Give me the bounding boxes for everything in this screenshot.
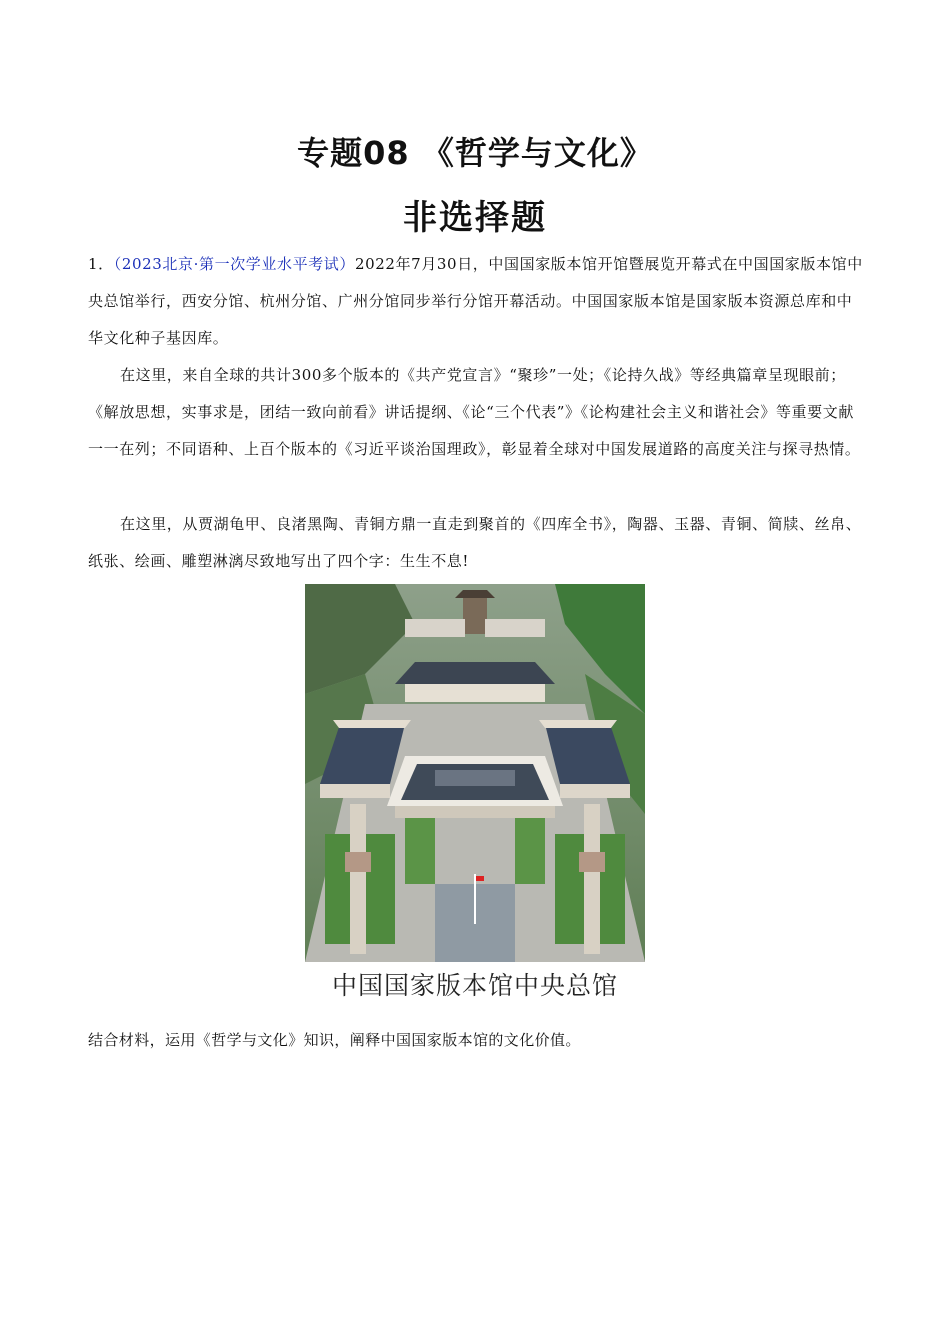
question-source: （2023北京·第一次学业水平考试） [113,255,355,273]
document-subtitle: 非选择题 [403,198,547,238]
question-task: 结合材料，运用《哲学与文化》知识，阐释中国国家版本馆的文化价值。 [88,1031,581,1049]
image-caption: 中国国家版本馆中央总馆 [331,971,618,1000]
intro-text: 2022年7月30日，中国国家版本馆开馆暨展览开幕式在中国国家版本馆中央总馆举行，西安分馆、杭州分馆、广州分馆同步举行分馆开幕活动。中国国家版本馆是国家版本资源总库和中华文化种子基因库。 [88,255,863,347]
material-paragraph-2: 在这里，来自全球的共计300多个版本的《共产党宣言》“聚珍”一处；《论持久战》等经典篇章呈现眼前；《解放思想，实事求是，团结一致向前看》讲话提纲、《论“三个代表”》《论构建社会主义和谐社会》等重要文献一一在列；不同语种、上百个版本的《习近平谈治国理政》，彰显着全球对中国发展道路的高度关注与探寻热情。 [88,366,861,458]
question-number: 1． [88,255,114,273]
question-intro [88,246,864,357]
material-paragraph-3: 在这里，从贾湖龟甲、良渚黑陶、青铜方鼎一直走到聚首的《四库全书》，陶器、玉器、青铜、简牍、丝帛、纸张、绘画、雕塑淋漓尽致地写出了四个字：生生不息! [88,515,862,570]
document-title: 专题08 《哲学与文化》 [297,134,653,172]
library-aerial-photo [305,584,645,962]
